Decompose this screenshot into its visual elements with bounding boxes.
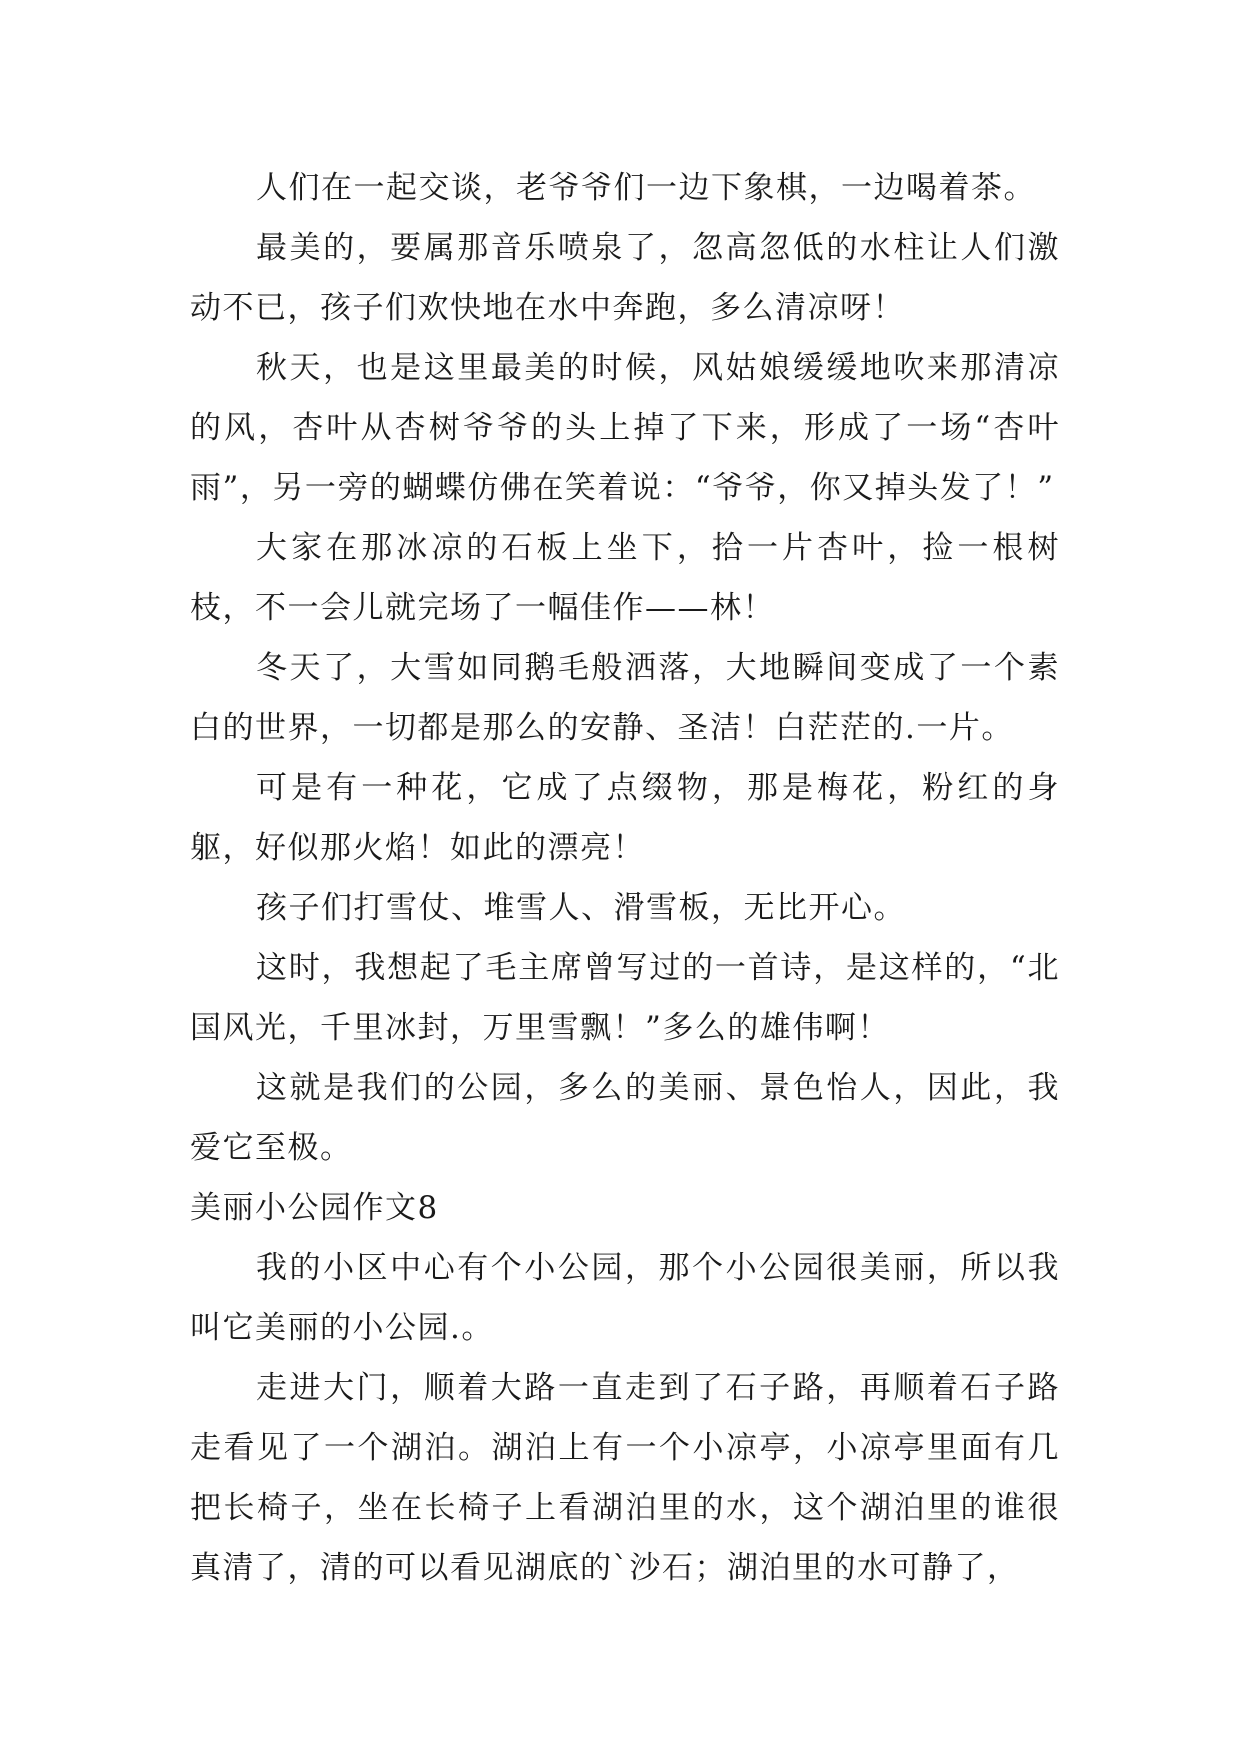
document-body (190, 158, 1060, 1598)
paragraph: 最美的，要属那音乐喷泉了，忽高忽低的水柱让人们激动不已，孩子们欢快地在水中奔跑，多么清凉呀！ (190, 230, 1060, 326)
paragraph: 秋天，也是这里最美的时候，风姑娘缓缓地吹来那清凉的风，杏叶从杏树爷爷的头上掉了下来，形成了一场“杏叶雨”，另一旁的蝴蝶仿佛在笑着说：“爷爷，你又掉头发了！” (190, 350, 1060, 506)
paragraph: 大家在那冰凉的石板上坐下，拾一片杏叶，捡一根树枝，不一会儿就完场了一幅佳作——林！ (190, 530, 1060, 626)
paragraph: 孩子们打雪仗、堆雪人、滑雪板，无比开心。 (256, 890, 906, 926)
paragraph: 人们在一起交谈，老爷爷们一边下象棋，一边喝着茶。 (256, 170, 1036, 206)
paragraph: 我的小区中心有个小公园，那个小公园很美丽，所以我叫它美丽的小公园.。 (190, 1250, 1060, 1346)
paragraph: 可是有一种花，它成了点缀物，那是梅花，粉红的身躯，好似那火焰！如此的漂亮！ (190, 770, 1060, 866)
paragraph: 冬天了，大雪如同鹅毛般洒落，大地瞬间变成了一个素白的世界，一切都是那么的安静、圣洁！白茫茫的.一片。 (190, 650, 1060, 746)
paragraph: 这时，我想起了毛主席曾写过的一首诗，是这样的，“北国风光，千里冰封，万里雪飘！”多么的雄伟啊！ (190, 950, 1060, 1046)
section-heading: 美丽小公园作文8 (190, 1190, 439, 1226)
paragraph: 这就是我们的公园，多么的美丽、景色怡人，因此，我爱它至极。 (190, 1070, 1060, 1166)
paragraph: 走进大门，顺着大路一直走到了石子路，再顺着石子路走看见了一个湖泊。湖泊上有一个小凉亭，小凉亭里面有几把长椅子，坐在长椅子上看湖泊里的水，这个湖泊里的谁很真清了，清的可以看见湖底的`沙石；湖泊里的水可静了， (190, 1370, 1060, 1586)
